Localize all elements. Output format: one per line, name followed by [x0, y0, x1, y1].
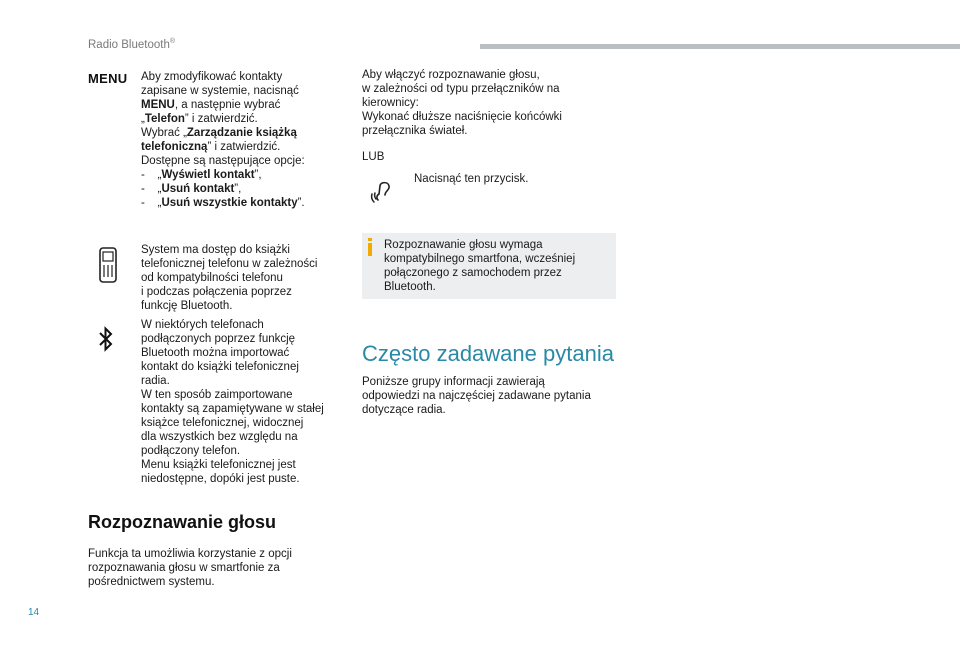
voice-command-icon	[368, 176, 398, 211]
phone-note: System ma dostęp do książki telefonicznej telefonu w zależności od kompatybilności telefonu i podczas połączenia poprzez funkcję Bluetooth.	[141, 244, 318, 312]
header-bar	[480, 44, 960, 49]
menu-icon: MENU	[88, 71, 128, 86]
info-text: Rozpoznawanie głosu wymaga kompatybilnego smartfona, wcześniej połączonego z samochodem przez Bluetooth.	[384, 239, 576, 293]
option-item: - „Usuń kontakt”,	[141, 183, 242, 195]
bluetooth-note: W niektórych telefonach podłączonych poprzez funkcję Bluetooth można importować kontakt do książki telefonicznej radia. W ten sposób zaimportowane kontakty są zapamiętywane w stałej książce telefonicznej, widocznej dla wszystkich bez względu na podłączony telefon. Menu książki telefonicznej jest niedostępne, dopóki jest puste.	[141, 319, 324, 485]
section-title-voice: Rozpoznawanie głosu	[88, 512, 277, 532]
registered-mark: ®	[169, 38, 176, 45]
page-number: 14	[28, 607, 40, 618]
phone-icon	[97, 247, 119, 288]
voice-description: Funkcja ta umożliwia korzystanie z opcji rozpoznawania głosu w smartfonie za pośrednictwem systemu.	[88, 548, 292, 588]
info-icon	[366, 238, 374, 254]
option-item: - „Usuń wszystkie kontakty”.	[141, 197, 305, 209]
or-label: LUB	[362, 151, 385, 163]
option-item: - „Wyświetl kontakt”,	[141, 169, 262, 181]
press-button-text: Nacisnąć ten przycisk.	[414, 173, 529, 185]
menu-instructions: Aby zmodyfikować kontakty zapisane w systemie, nacisnąć MENU, a następnie wybrać „Telefon” i zatwierdzić. Wybrać „Zarządzanie książką telefoniczną” i zatwierdzić. Dostępne są następujące opcje: - „Wyświetl kontakt”, - „Usuń kontakt”, - „Usuń wszystkie kontakty”.	[141, 71, 305, 209]
header-title: Radio Bluetooth®	[88, 38, 176, 51]
faq-description: Poniższe grupy informacji zawierają odpowiedzi na najczęściej zadawane pytania dotyczące radia.	[362, 376, 591, 416]
voice-activation-text: Aby włączyć rozpoznawanie głosu, w zależności od typu przełączników na kierownicy: Wykonać dłuższe naciśnięcie końcówki przełącznika świateł.	[362, 69, 562, 137]
faq-title: Często zadawane pytania	[362, 341, 614, 366]
bluetooth-icon	[98, 326, 114, 357]
